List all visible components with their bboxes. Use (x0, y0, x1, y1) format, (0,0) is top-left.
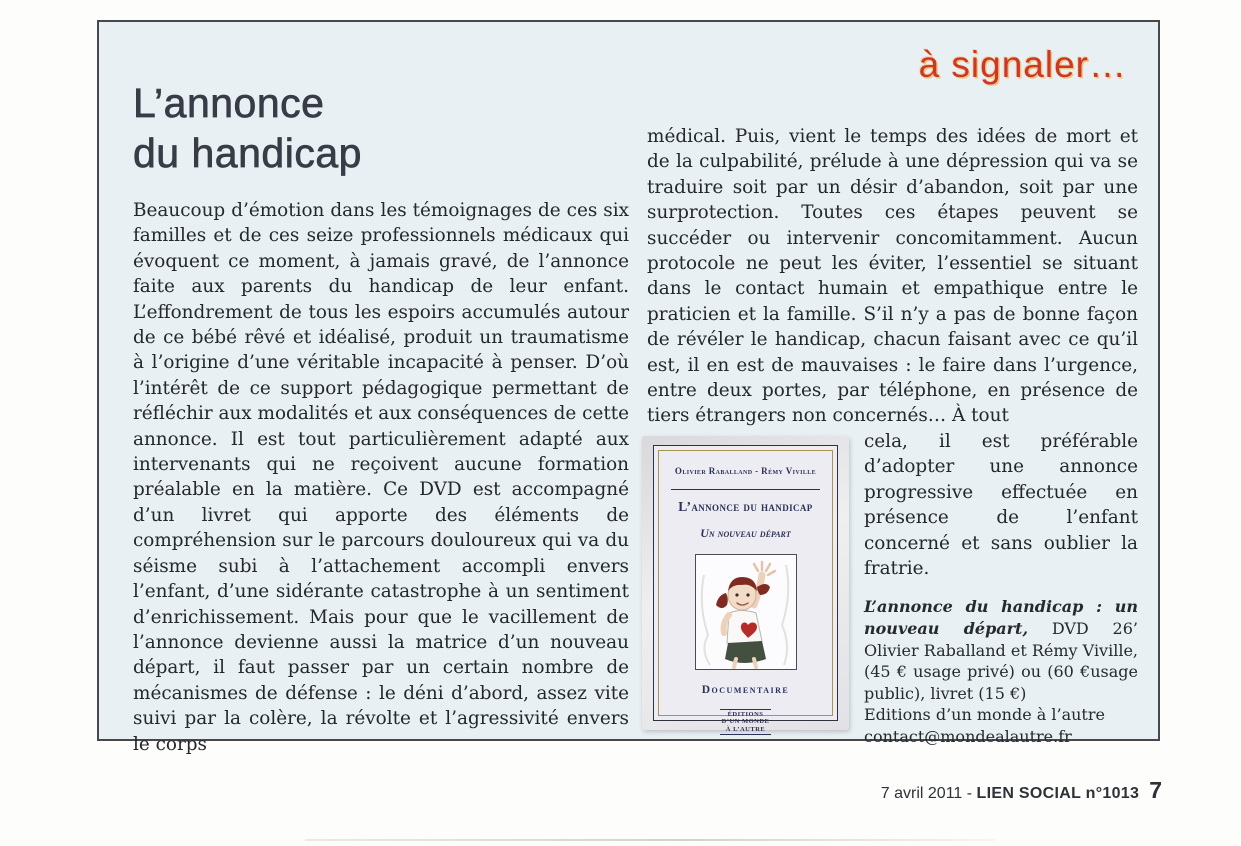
article-title (133, 78, 362, 178)
publisher-line1: ÉDITIONS (727, 710, 764, 718)
article-paragraph-right-2: cela, il est préférable d’adopter une annonce progressive effectuée en présence de l’enfant concerné et sans oublier la fratrie. (864, 430, 1138, 579)
scan-artifact-line (305, 839, 995, 841)
girl-illustration-drawing (696, 555, 796, 669)
dvd-cover-frame (658, 450, 833, 733)
dvd-cover-title: L’annonce du handicap (678, 499, 813, 515)
footer-page-number: 7 (1149, 777, 1162, 803)
footer-date: 7 avril 2011 - (880, 785, 977, 802)
dvd-cover (653, 445, 838, 733)
article-column-right (647, 124, 1138, 747)
dvd-caption-body: DVD 26’ Olivier Raballand et Rémy Viville, (45 € usage privé) ou (60 €usage public), livret (15 €) (864, 618, 1138, 703)
article-column-left: Beaucoup d’émotion dans les témoignages de ces six familles et de ces seize professionnels médicaux qui évoquent ce moment, à jamais gravé, de l’annonce faite aux parents du handicap de leur enfant. L’effondrement de tous les espoirs accumulés autour de ce bébé rêvé et idéalisé, produit un traumatisme à l’origine d’une véritable incapacité à penser. D’où l’intérêt de ce support pédagogique permettant de réfléchir aux modalités et aux conséquences de cette annonce. Il est tout particulièrement adapté aux intervenants qui ne reçoivent aucune formation préalable en la matière. Ce DVD est accompagné d’un livret qui apporte des éléments de compréhension sur le parcours douloureux qui va du séisme subi à l’attachement accompli envers l’enfant, d’une sidérante catastrophe à un sentiment d’enrichissement. Mais pour que le vacillement de l’annonce devienne aussi la matrice d’un nouveau départ, il faut passer par un certain nombre de mécanismes de défense : le déni d’abord, assez vite suivi par la colère, la révolte et l’agressivité envers le corps (133, 200, 629, 755)
page-footer (881, 777, 1162, 804)
girl-illustration (695, 554, 797, 670)
publisher-line3: À L’AUTRE (725, 725, 766, 733)
section-header: à signaler… (918, 44, 1127, 85)
dvd-caption-publisher: Editions d’un monde à l’autre (864, 705, 1105, 725)
dvd-cover-genre: Documentaire (701, 684, 790, 697)
dvd-caption-email: contact@mondealautre.fr (864, 726, 1072, 746)
dvd-cover-authors: Olivier Raballand - Rémy Viville (674, 465, 817, 476)
dvd-cover-subtitle: Un nouveau départ (700, 525, 791, 540)
article-title-line1: L’annonce (133, 80, 325, 126)
footer-magazine-name: LIEN SOCIAL n°1013 (976, 785, 1140, 802)
publisher-logo (720, 709, 772, 736)
publisher-line2: D’UN MONDE (721, 718, 770, 725)
article-title-line2: du handicap (133, 130, 362, 176)
article-panel (97, 20, 1160, 755)
dvd-cover-divider (671, 489, 820, 490)
article-paragraph-right-1: médical. Puis, vient le temps des idées de mort et de la culpabilité, prélude à une dépression qui va se traduire soit par un désir d’abandon, soit par une surprotection. Toutes ces étapes peuvent se succéder ou intervenir concomitamment. Aucun protocole ne peut les éviter, l’essentiel se situant dans le contact humain et empathique entre le praticien et la famille. S’il n’y a pas de bonne façon de révéler le handicap, chacun faisant avec ce qu’il est, il en est de mauvaises : le faire dans l’urgence, entre deux portes, par téléphone, en présence de tiers étrangers non concernés… À tout (647, 126, 1138, 427)
dvd-caption-title: L’annonce du handicap : un nouveau départ, (864, 597, 1138, 638)
dvd-cover-photo (642, 436, 849, 733)
